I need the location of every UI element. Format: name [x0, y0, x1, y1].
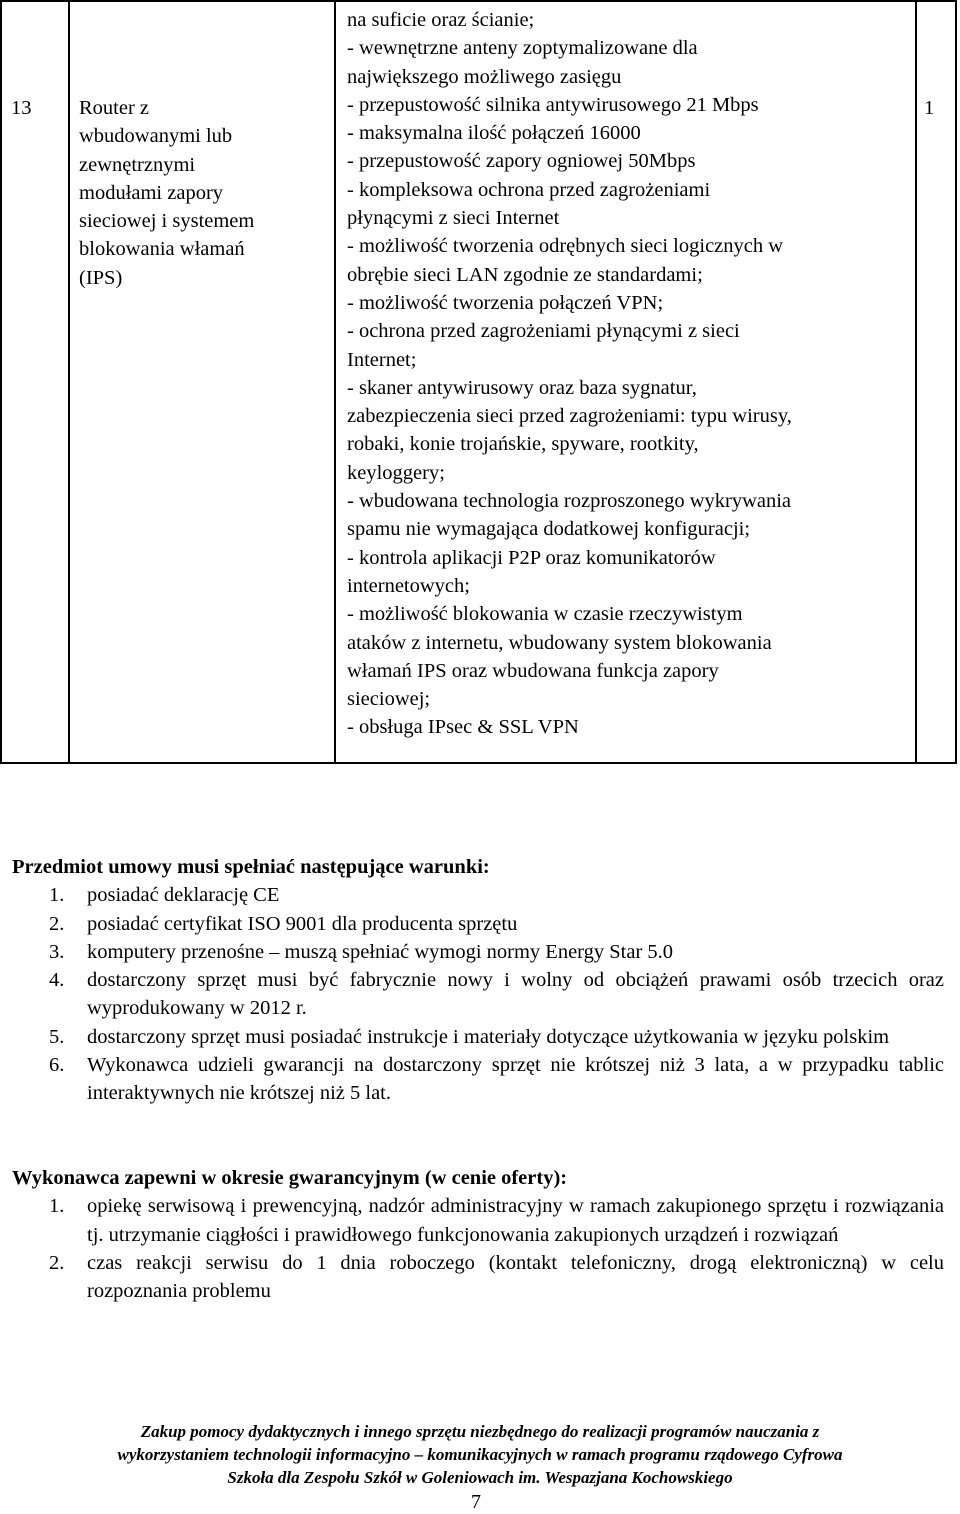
list-item-number: 2. — [49, 912, 65, 935]
description-line: Internet; — [347, 348, 417, 371]
description-line: - wewnętrzne anteny zoptymalizowane dla — [347, 37, 698, 60]
conditions-list — [12, 881, 944, 1107]
conditions-section — [12, 853, 944, 1108]
list-item — [12, 1249, 944, 1306]
list-item-number: 2. — [49, 1251, 65, 1274]
list-item-number: 5. — [49, 1025, 65, 1048]
description-line: keyloggery; — [347, 461, 445, 484]
item-name-line: Router z — [79, 97, 150, 119]
description-line: włamań IPS oraz wbudowana funkcja zapory — [347, 659, 719, 682]
item-name-line: blokowania włamań — [79, 238, 245, 261]
list-item-number: 3. — [49, 940, 65, 963]
footer-line: wykorzystaniem technologii informacyjno – komunikacyjnych w ramach programu rządowego Cyfrowa — [117, 1445, 843, 1464]
list-item-number: 4. — [49, 969, 65, 992]
item-quantity: 1 — [916, 1, 956, 763]
item-name-line: zewnętrznymi — [79, 153, 196, 176]
list-item-text: opiekę serwisową i prewencyjną, nadzór administracyjny w ramach zakupionego sprzętu i rozwiązania tj. utrzymanie ciągłości i prawidłowego funkcjonowania zakupionych urządzeń i rozwiązań — [87, 1195, 944, 1246]
description-line: - przepustowość zapory ogniowej 50Mbps — [347, 150, 696, 173]
list-item-text: dostarczony sprzęt musi posiadać instrukcje i materiały dotyczące użytkowania w języku polskim — [87, 1025, 890, 1048]
description-line: - możliwość tworzenia odrębnych sieci logicznych w — [347, 235, 784, 258]
list-item-text: dostarczony sprzęt musi być fabrycznie nowy i wolny od obciążeń prawami osób trzecich oraz wyprodukowany w 2012 r. — [87, 969, 944, 1020]
list-item — [12, 881, 944, 909]
conditions-heading: Przedmiot umowy musi spełniać następujące warunki: — [12, 856, 490, 878]
list-item-text: komputery przenośne – muszą spełniać wymogi normy Energy Star 5.0 — [87, 940, 674, 963]
list-item-number: 1. — [49, 1195, 65, 1218]
item-description — [335, 1, 916, 763]
description-line: - skaner antywirusowy oraz baza sygnatur, — [347, 376, 697, 399]
description-line: - kompleksowa ochrona przed zagrożeniami — [347, 178, 711, 201]
description-line: robaki, konie trojańskie, spyware, rootkity, — [347, 433, 699, 456]
warranty-heading: Wykonawca zapewni w okresie gwarancyjnym (w cenie oferty): — [12, 1167, 568, 1189]
description-line: ataków z internetu, wbudowany system blokowania — [347, 631, 772, 654]
description-line: - maksymalna ilość połączeń 16000 — [347, 122, 641, 145]
list-item-text: Wykonawca udzieli gwarancji na dostarczony sprzęt nie krótszej niż 3 lata, a w przypadku tablic interaktywnych nie krótszej niż 5 lat. — [87, 1054, 944, 1105]
list-item — [12, 1023, 944, 1051]
footer-line: Zakup pomocy dydaktycznych i innego sprzętu niezbędnego do realizacji programów nauczania z — [140, 1422, 820, 1441]
list-item — [12, 938, 944, 966]
footer-line: Szkoła dla Zespołu Szkół w Goleniowach im. Wespazjana Kochowskiego — [227, 1468, 733, 1487]
description-line: - kontrola aplikacji P2P oraz komunikatorów — [347, 546, 716, 569]
item-name-line: (IPS) — [79, 266, 123, 289]
description-line: obrębie sieci LAN zgodnie ze standardami; — [347, 263, 703, 286]
description-line: zabezpieczenia sieci przed zagrożeniami: typu wirusy, — [347, 405, 792, 428]
warranty-section — [12, 1164, 944, 1305]
item-name — [69, 1, 335, 763]
list-item — [12, 966, 944, 1023]
description-line: największego możliwego zasięgu — [347, 65, 622, 88]
warranty-list — [12, 1192, 944, 1305]
description-line: na suficie oraz ścianie; — [347, 9, 535, 31]
item-name-line: modułami zapory — [79, 181, 224, 204]
description-line: - możliwość tworzenia połączeń VPN; — [347, 291, 664, 314]
description-line: - obsługa IPsec & SSL VPN — [347, 716, 579, 739]
list-item — [12, 1051, 944, 1108]
item-name-line: sieciowej i systemem — [79, 210, 255, 233]
list-item-text: czas reakcji serwisu do 1 dnia roboczego (kontakt telefoniczny, drogą elektroniczną) w celu rozpoznania problemu — [87, 1251, 944, 1303]
page-number: 7 — [471, 1491, 481, 1513]
list-item-text: posiadać certyfikat ISO 9001 dla producenta sprzętu — [87, 912, 518, 935]
table-row — [1, 1, 956, 763]
item-name-line: wbudowanymi lub — [79, 125, 233, 148]
description-line: - przepustowość silnika antywirusowego 21 Mbps — [347, 93, 759, 116]
list-item-number: 1. — [49, 884, 65, 907]
description-line: - wbudowana technologia rozproszonego wykrywania — [347, 490, 792, 513]
page-footer — [0, 1420, 960, 1489]
row-number: 13 — [1, 1, 69, 763]
description-line: sieciowej; — [347, 688, 431, 711]
description-line: internetowych; — [347, 574, 470, 597]
description-line: spamu nie wymagająca dodatkowej konfiguracji; — [347, 518, 751, 541]
list-item-number: 6. — [49, 1054, 65, 1077]
list-item — [12, 910, 944, 938]
description-line: płynącymi z sieci Internet — [347, 207, 560, 230]
description-line: - możliwość blokowania w czasie rzeczywistym — [347, 603, 743, 626]
description-line: - ochrona przed zagrożeniami płynącymi z sieci — [347, 320, 740, 343]
list-item-text: posiadać deklarację CE — [87, 884, 280, 907]
list-item — [12, 1192, 944, 1249]
